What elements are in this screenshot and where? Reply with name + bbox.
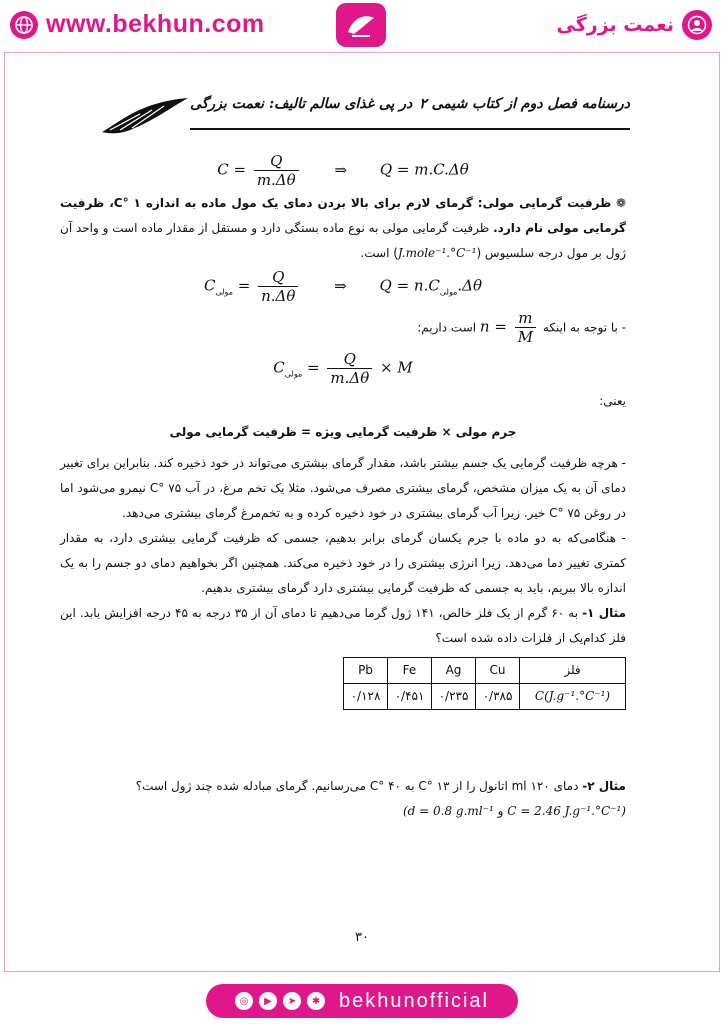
social-bar[interactable]: [206, 984, 518, 1018]
example-1: مثال ۱- به ۶۰ گرم از یک فلز خالص، ۱۴۱ ژول گرما می‌دهیم تا دمای آن از ۳۵ درجه به ۴۵ درجه افزایش یابد. این فلز کدام‌یک از فلزات داده شده است؟: [60, 606, 627, 645]
main-content: [60, 150, 626, 824]
example-2-data: C = 2.46 J.g⁻¹.°C⁻¹) و (d = 0.8 g.ml⁻¹: [402, 804, 626, 818]
top-banner: [0, 0, 724, 52]
book-header: [100, 92, 630, 140]
paragraph-given: - با توجه به اینکه n = $\frac{m}{M}$ است داریم:: [417, 309, 626, 346]
value-cell: ۰/۴۵۱: [388, 684, 432, 710]
header-subtitle: در پی غذای سالم: [310, 96, 413, 112]
table-row: [344, 684, 626, 710]
equation-molar: $C_{مولی}$ = $\frac{Q}{n.\Delta\theta}$ ⇒ $Q = n.C_{مولی}.\Delta\theta$: [203, 268, 483, 305]
metals-table-wrap: [60, 651, 626, 710]
value-cell: ۰/۳۸۵: [476, 684, 520, 710]
metal-cell: Ag: [432, 658, 476, 684]
paragraph-molar-heat-capacity: ❁ ظرفیت گرمایی مولی: گرمای لازم برای بالا بردن دمای یک مول ماده به اندازه C° ۱، ظرفیت گرمایی مولی نام دارد. ظرفیت گرمایی مولی به نوع ماده بستگی دارد و مستقل از مقدار ماده است و واحد آن ژول بر مول درجه سلسیوس (J.mole⁻¹.°C⁻¹) است.: [60, 196, 627, 260]
youtube-icon[interactable]: ▶: [259, 992, 277, 1010]
metal-cell: Fe: [388, 658, 432, 684]
header-rule: [190, 128, 630, 130]
banner-author: نعمت بزرگی: [556, 14, 674, 36]
author-badge: [557, 10, 713, 40]
equation-molar-mass: $C_{مولی}$ = $\frac{Q}{m.\Delta\theta}$ × M: [273, 350, 413, 387]
paragraph-equal-mass: - هنگامی‌که به دو ماده با جرم یکسان گرمای برابر بدهیم، جسمی که ظرفیت گرمایی بیشتری دارد، به مقدار کمتری تغییر دما می‌دهد. زیرا انرژی بیشتری را در خود ذخیره می‌کند. همچنین اگر بخواهیم دمای دو جسم را به یک اندازه بالا ببریم، باید به جسمی که ظرفیت گرمایی بیشتری دارد گرمای بیشتری بدهیم.: [60, 531, 626, 595]
bullet-icon: ❁: [611, 196, 627, 210]
bekhun-logo: [336, 3, 386, 47]
equation-specific-heat: C = $\frac{Q}{m.\Delta\theta}$ ⇒ Q = m.C.Δθ: [217, 152, 469, 189]
globe-icon: [10, 11, 38, 39]
social-handle[interactable]: bekhunofficial: [339, 989, 489, 1012]
site-url[interactable]: www.bekhun.com: [46, 10, 265, 38]
formula-words: جرم مولی × ظرفیت گرمایی ویژه = ظرفیت گرمایی مولی: [169, 425, 517, 439]
label-yani: یعنی:: [599, 394, 626, 408]
table-header-label: فلز: [520, 658, 626, 684]
value-cell: ۰/۲۳۵: [432, 684, 476, 710]
metal-cell: Pb: [344, 658, 388, 684]
telegram-icon[interactable]: ➤: [283, 992, 301, 1010]
header-author: تالیف: نعمت بزرگی: [190, 96, 306, 112]
aparat-icon[interactable]: ✱: [307, 992, 325, 1010]
metal-cell: Cu: [476, 658, 520, 684]
user-icon: [682, 10, 712, 40]
feather-icon: [100, 92, 190, 136]
metals-table: [343, 657, 626, 710]
value-cell: ۰/۱۲۸: [344, 684, 388, 710]
header-title: درسنامه فصل دوم از کتاب شیمی ۲: [419, 96, 630, 112]
site-link[interactable]: [10, 10, 265, 39]
table-row-label: C(J.g⁻¹.°C⁻¹): [520, 684, 626, 710]
page-number: ۳۰: [355, 930, 369, 945]
instagram-icon[interactable]: ◎: [235, 992, 253, 1010]
table-row: [344, 658, 626, 684]
paragraph-heat-capacity-storage: - هرچه ظرفیت گرمایی یک جسم بیشتر باشد، مقدار گرمای بیشتری می‌تواند در خود ذخیره کند. بنابراین برای تغییر دمای آن به یک میزان مشخص، گرمای بیشتری مصرف می‌شود. مثلا یک تخم مرغ، در آب C° ۷۵ نیمرو می‌شود اما در روغن C° ۷۵ خیر. زیرا آب گرمای بیشتری در خود ذخیره کرده و به تخم‌مرغ گرمای بیشتری می‌دهد.: [60, 456, 626, 520]
example-2: مثال ۲- دمای ۱۲۰ ml اتانول را از C° ۱۳ به C° ۴۰ می‌رسانیم. گرمای مبادله شده چند ژول است؟: [135, 779, 626, 793]
